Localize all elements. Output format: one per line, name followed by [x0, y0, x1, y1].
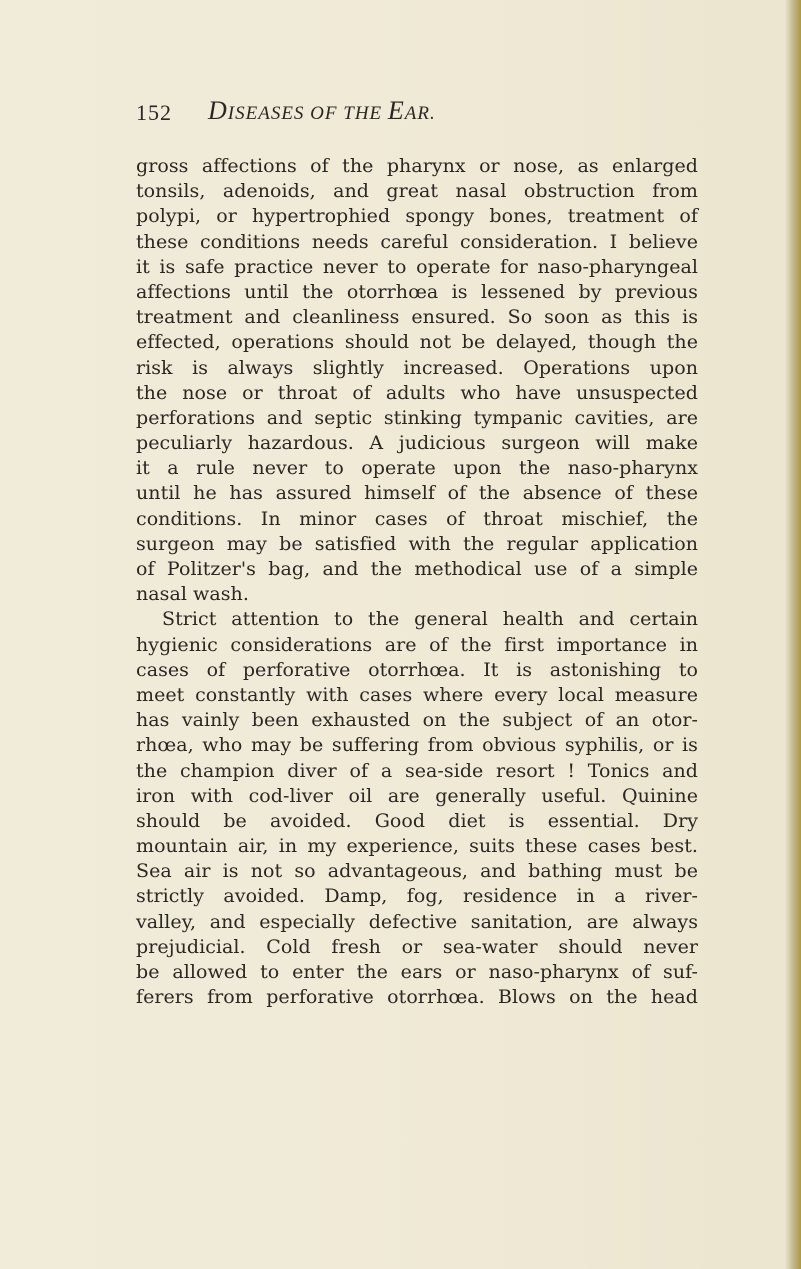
text-line: should be avoided. Good diet is essential. Dry: [136, 809, 698, 832]
text-line: polypi, or hypertrophied spongy bones, treatment of: [136, 205, 698, 228]
text-line: peculiarly hazardous. A judicious surgeon will make: [136, 432, 698, 455]
text-line: iron with cod-liver oil are generally useful. Quinine: [136, 784, 698, 807]
page-edge: [785, 0, 801, 1269]
text-line: Sea air is not so advantageous, and bathing must be: [136, 860, 698, 883]
text-line: has vainly been exhausted on the subject of an otor-: [136, 709, 698, 732]
text-line: hygienic considerations are of the first importance in: [136, 633, 698, 656]
running-title-part: ISEASES OF THE: [227, 103, 388, 124]
page-header: [136, 96, 696, 136]
text-line: mountain air, in my experience, suits these cases best.: [136, 835, 698, 858]
text-line: perforations and septic stinking tympanic cavities, are: [136, 406, 698, 429]
text-line: nasal wash.: [136, 583, 249, 606]
page-number: 152: [136, 100, 172, 125]
text-line: effected, operations should not be delayed, though the: [136, 331, 698, 354]
running-title: [208, 96, 436, 126]
text-line: ferers from perforative otorrhœa. Blows on the head: [136, 986, 698, 1009]
body-text: [136, 154, 698, 1010]
text-line: treatment and cleanliness ensured. So soon as this is: [136, 306, 698, 329]
text-line: be allowed to enter the ears or naso-pharynx of suf-: [136, 961, 698, 983]
text-line: risk is always slightly increased. Operations upon: [136, 356, 698, 379]
text-line: of Politzer's bag, and the methodical use of a simple: [136, 558, 698, 580]
running-title-part: AR.: [404, 103, 436, 124]
text-line: prejudicial. Cold fresh or sea-water should never: [136, 935, 698, 958]
text-line: Strict attention to the general health and certain: [162, 608, 698, 631]
text-line: it a rule never to operate upon the naso-pharynx: [136, 457, 698, 480]
text-line: the nose or throat of adults who have unsuspected: [136, 381, 698, 404]
text-line: it is safe practice never to operate for naso-pharyngeal: [136, 255, 698, 278]
text-line: rhœa, who may be suffering from obvious syphilis, or is: [136, 734, 698, 757]
text-line: gross affections of the pharynx or nose, as enlarged: [136, 155, 698, 177]
text-line: tonsils, adenoids, and great nasal obstruction from: [136, 180, 698, 203]
running-title-part: D: [208, 96, 228, 125]
text-line: conditions. In minor cases of throat mischief, the: [136, 507, 698, 530]
text-line: until he has assured himself of the absence of these: [136, 482, 698, 505]
text-line: these conditions needs careful consideration. I believe: [136, 230, 698, 253]
running-title-part: E: [387, 96, 405, 125]
text-line: the champion diver of a sea-side resort ! Tonics and: [136, 759, 698, 782]
text-line: surgeon may be satisfied with the regular application: [136, 532, 698, 555]
text-line: strictly avoided. Damp, fog, residence in a river-: [136, 885, 698, 908]
text-line: valley, and especially defective sanitation, are always: [136, 910, 698, 933]
text-line: cases of perforative otorrhœa. It is astonishing to: [136, 658, 698, 681]
text-line: affections until the otorrhœa is lessened by previous: [136, 280, 698, 303]
text-line: meet constantly with cases where every local measure: [136, 683, 698, 706]
